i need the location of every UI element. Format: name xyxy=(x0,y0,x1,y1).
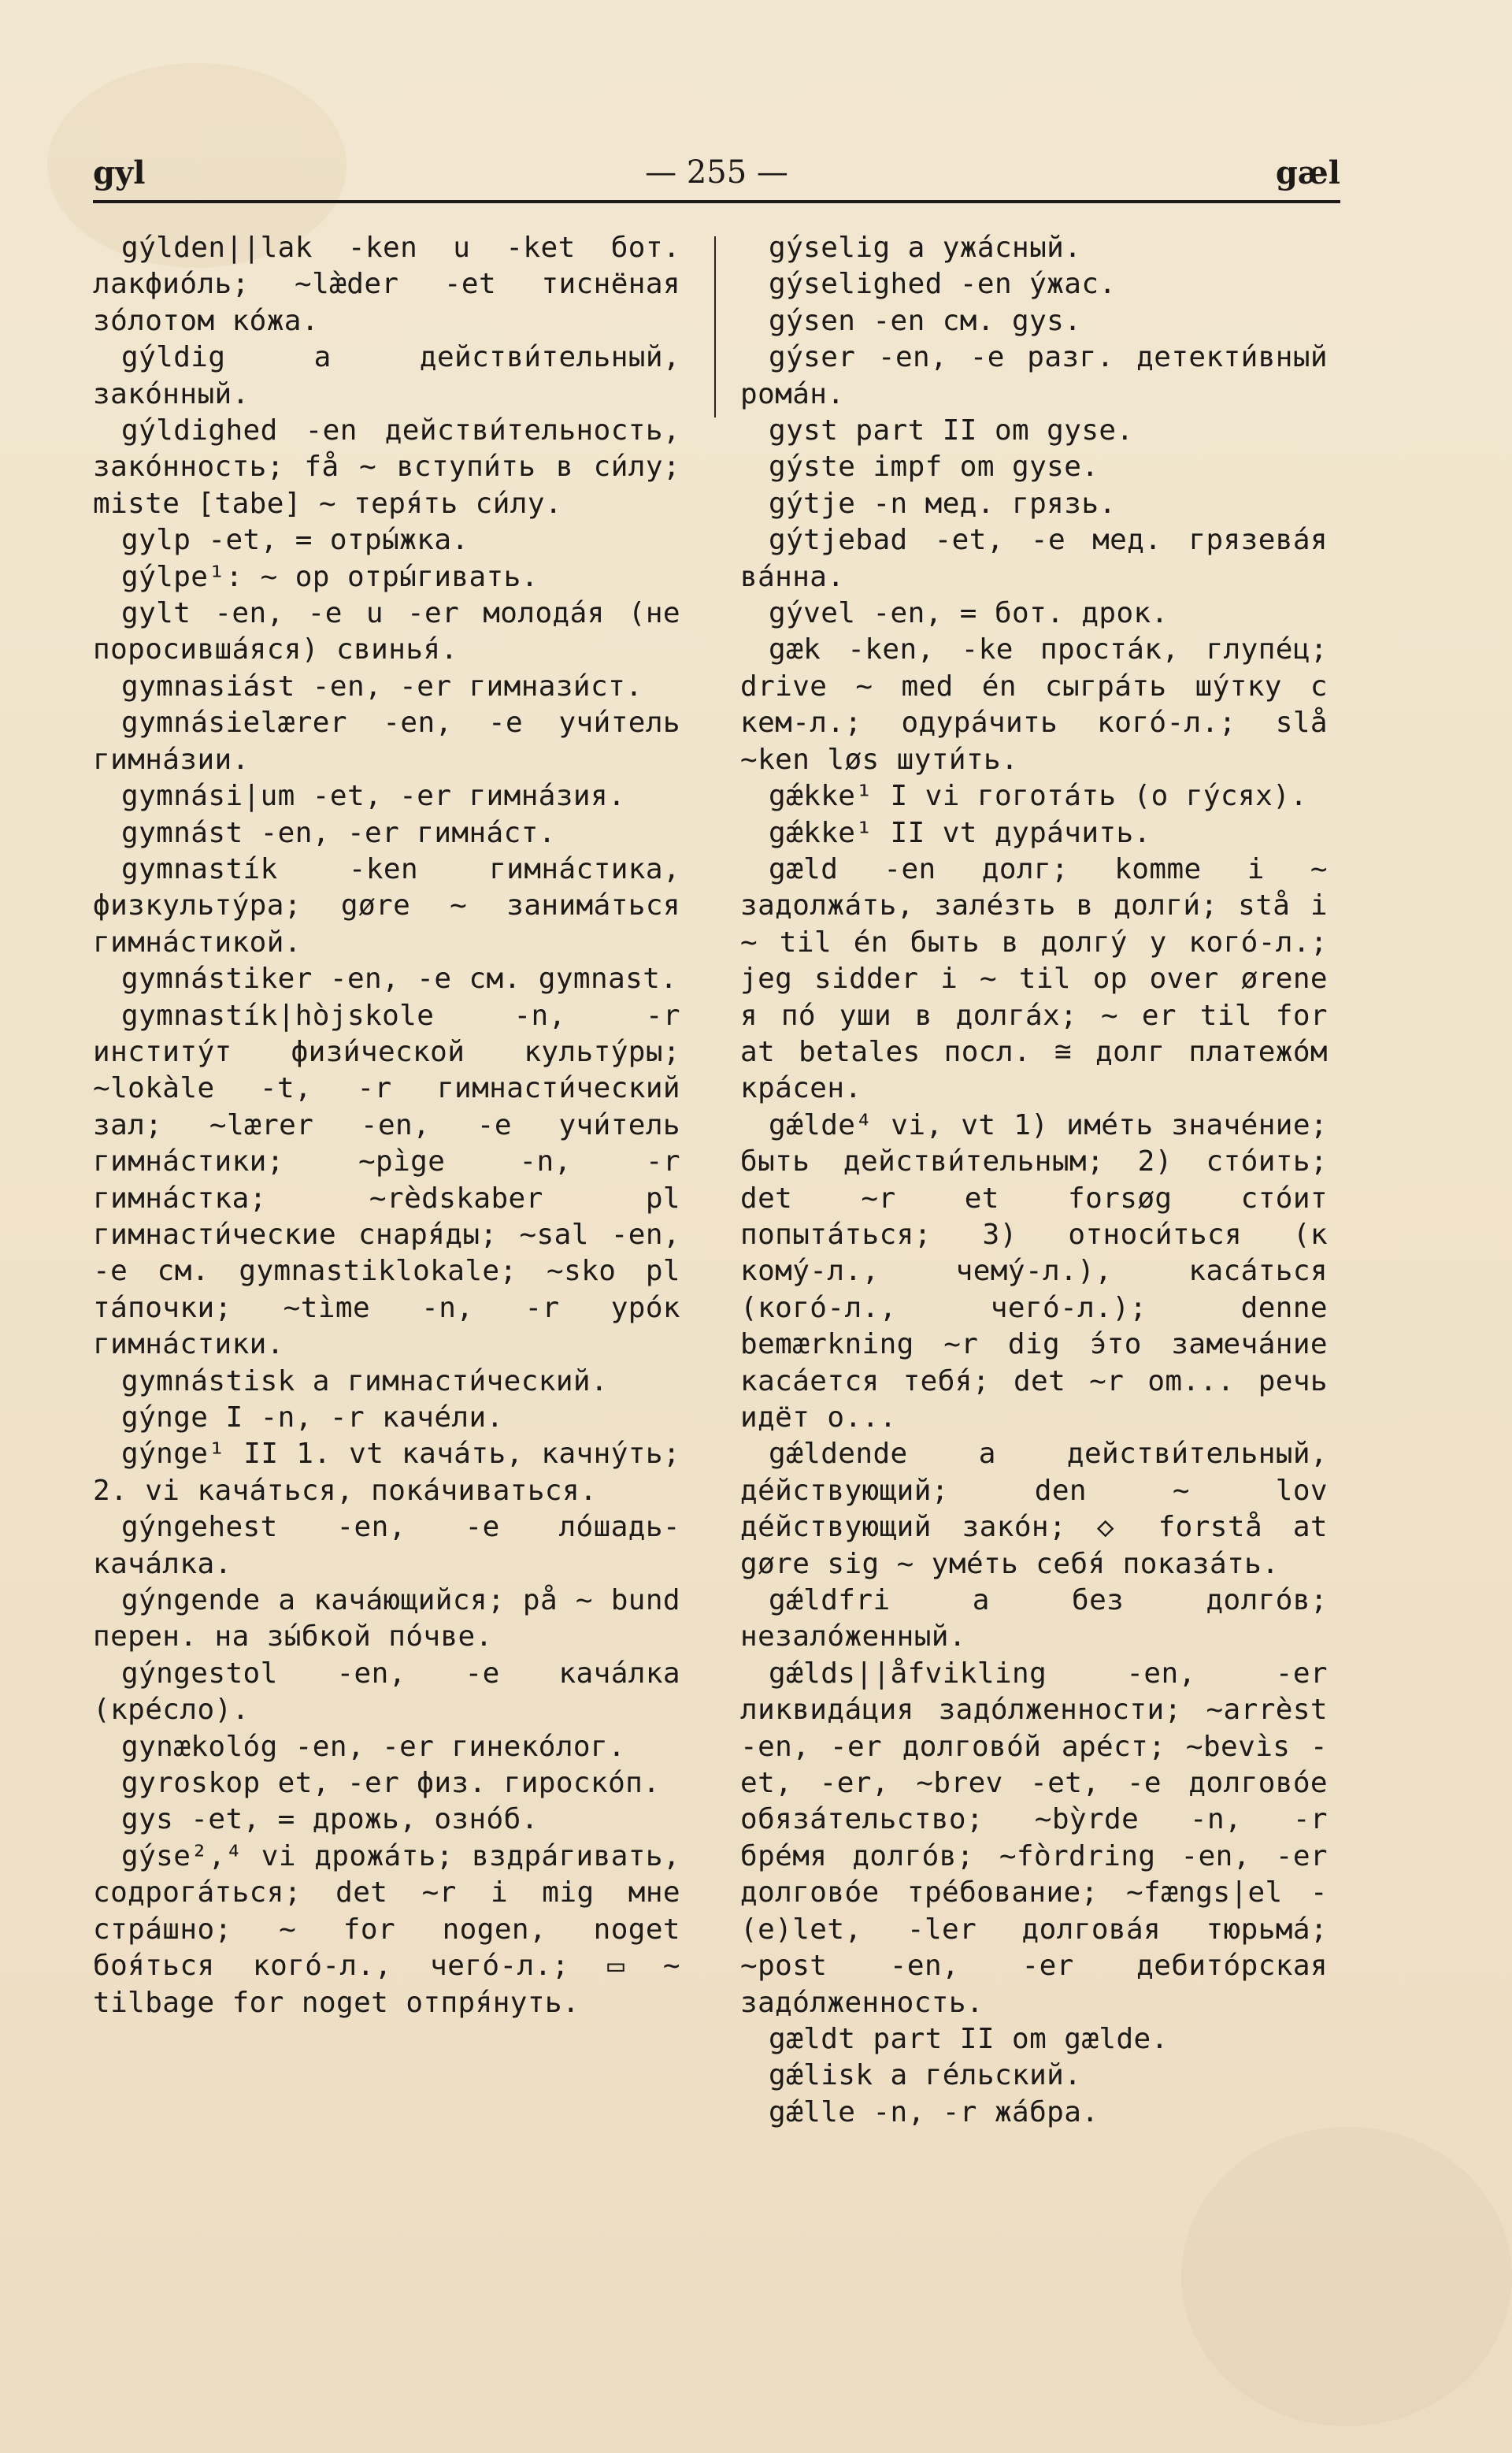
dictionary-entry: gýse²,⁴ vi дрожа́ть; вздра́гивать, содрога́ться; det ~r i mig мне стра́шно; ~ for nogen, noget боя́ться кого́-л., чего́-л.; ▭ ~ tilbage for noget отпря́нуть. xyxy=(93,1839,680,2019)
dictionary-entry: gylt -en, -e u -er молода́я (не поросивша́яся) свинья́. xyxy=(93,597,680,666)
dictionary-entry: gǽlisk a ге́льский. xyxy=(769,2059,1082,2092)
dictionary-entry: gýtjebad -et, -e мед. грязева́я ва́нна. xyxy=(740,524,1328,593)
header-left-guideword: gyl xyxy=(93,154,146,191)
page-number: — 255 — xyxy=(645,154,788,191)
dictionary-entry: gýngehest -en, -e ло́шадь-кача́лка. xyxy=(93,1511,680,1580)
header-right-guideword: gæl xyxy=(1275,154,1340,191)
dictionary-entry: gýselighed -en у́жас. xyxy=(769,268,1117,301)
dictionary-entry: gylp -et, = отры́жка. xyxy=(121,524,469,557)
dictionary-entry: gýldighed -en действи́тельность, зако́нность; få ~ вступи́ть в си́лу; miste [tabe] ~ теря́ть си́лу. xyxy=(93,414,680,520)
dictionary-entry: gyst part II om gyse. xyxy=(769,414,1134,447)
dictionary-entry: gýnge I -n, -r каче́ли. xyxy=(121,1401,504,1434)
dictionary-entry: gýste impf om gyse. xyxy=(769,451,1099,484)
dictionary-entry: gýngende a кача́ющийся; på ~ bund перен. на зы́бкой по́чве. xyxy=(93,1584,680,1653)
paper-stain xyxy=(1181,2127,1512,2426)
page-header xyxy=(93,154,1340,203)
dictionary-entry: gýlpe¹: ~ op отры́гивать. xyxy=(121,560,539,593)
dictionary-entry: gýldig a действи́тельный, зако́нный. xyxy=(93,341,680,410)
dictionary-entry: gys -et, = дрожь, озно́б. xyxy=(121,1803,539,1836)
column-divider xyxy=(714,236,716,417)
dictionary-entry: gymnási|um -et, -er гимна́зия. xyxy=(121,780,626,813)
dictionary-entry: gǽldende a действи́тельный, де́йствующий; den ~ lov де́йствующий зако́н; ◇ forstå at gøre sig ~ уме́ть себя́ показа́ть. xyxy=(740,1438,1328,1580)
dictionary-entry: gymnástiker -en, -e см. gymnast. xyxy=(121,963,678,996)
dictionary-entry: gymnást -en, -er гимна́ст. xyxy=(121,816,556,849)
dictionary-entry: gýtje -n мед. грязь. xyxy=(769,487,1117,520)
right-column xyxy=(740,230,1328,2131)
dictionary-entry: gǽlde⁴ vi, vt 1) име́ть значе́ние; быть действи́тельным; 2) сто́ить; det ~r et forsøg сто́ит попыта́ться; 3) относи́ться (к кому́-л., чему́-л.), каса́ться (кого́-л., чего́-л.); denne bemærkning ~r dig э́то замеча́ние каса́ется тебя́; det ~r om... речь идёт о... xyxy=(740,1108,1328,1434)
dictionary-entry: gǽkke¹ II vt дура́чить. xyxy=(769,816,1151,849)
dictionary-entry: gæk -ken, -ke проста́к, глупе́ц; drive ~ med én сыгра́ть шу́тку с кем-л.; одура́чить кого́-л.; slå ~ken løs шути́ть. xyxy=(740,633,1328,776)
dictionary-entry: gǽlds||åfvikling -en, -er ликвида́ция задо́лженности; ~arrèst -en, -er долгово́й аре́ст; ~bevìs -et, -er, ~brev -et, -e долгово́е обяза́тельство; ~bỳrde -n, -r бре́мя долго́в; ~fòrdring -en, -er долгово́е тре́бование; ~fængs|el -(e)let, -ler долгова́я тюрьма́; ~post -en, -er дебито́рская задо́лженность. xyxy=(740,1657,1328,2019)
dictionary-entry: gýlden||lak -ken u -ket бот. лакфио́ль; ~læ̀der -et тиснёная зо́лотом ко́жа. xyxy=(93,232,680,337)
dictionary-entry: gymnastík|hòjskole -n, -r институ́т физи́ческой культу́ры; ~lokàle -t, -r гимнасти́ческий зал; ~lærer -en, -e учи́тель гимна́стики; ~pìge -n, -r гимна́стка; ~rèdskaber pl гимнасти́ческие снаря́ды; ~sal -en, -e см. gymnastiklokale; ~sko pl та́почки; ~tìme -n, -r уро́к гимна́стики. xyxy=(93,999,680,1361)
dictionary-entry: gynækológ -en, -er гинеко́лог. xyxy=(121,1730,626,1763)
dictionary-entry: gymnastík -ken гимна́стика, физкульту́ра; gøre ~ занима́ться гимна́стикой. xyxy=(93,852,680,959)
dictionary-entry: gýnge¹ II 1. vt кача́ть, качну́ть; 2. vi кача́ться, пока́чиваться. xyxy=(93,1438,680,1507)
dictionary-entry: gýselig a ужа́сный. xyxy=(769,232,1082,264)
left-column xyxy=(93,230,680,2021)
dictionary-entry: gæld -en долг; komme i ~ задолжа́ть, залéзть в долги́; stå i ~ til én быть в долгу́ у кого́-л.; jeg sidder i ~ til op over ørene я по́ уши в долга́х; ~ er til for at betales посл. ≅ долг платежо́м кра́сен. xyxy=(740,852,1328,1105)
dictionary-entry: gymnasiást -en, -er гимнази́ст. xyxy=(121,670,643,703)
dictionary-entry: gývel -en, = бот. дрок. xyxy=(769,597,1169,630)
header-rule xyxy=(93,200,1340,203)
dictionary-entry: gældt part II om gælde. xyxy=(769,2022,1169,2055)
dictionary-entry: gymnástisk a гимнасти́ческий. xyxy=(121,1364,609,1397)
dictionary-entry: gýngestol -en, -e кача́лка (кре́сло). xyxy=(93,1657,680,1727)
dictionary-entry: gǽkke¹ I vi гогота́ть (о гу́сях). xyxy=(769,780,1308,813)
dictionary-entry: gyroskop et, -er физ. гироско́п. xyxy=(121,1767,661,1800)
dictionary-entry: gýsen -en см. gys. xyxy=(769,304,1082,337)
dictionary-entry: gǽldfri a без долго́в; незало́женный. xyxy=(740,1584,1328,1653)
dictionary-entry: gǽlle -n, -r жа́бра. xyxy=(769,2095,1099,2128)
dictionary-entry: gýser -en, -e разг. детекти́вный рома́н. xyxy=(740,341,1328,410)
dictionary-entry: gymnásielærer -en, -e учи́тель гимна́зии. xyxy=(93,707,680,776)
